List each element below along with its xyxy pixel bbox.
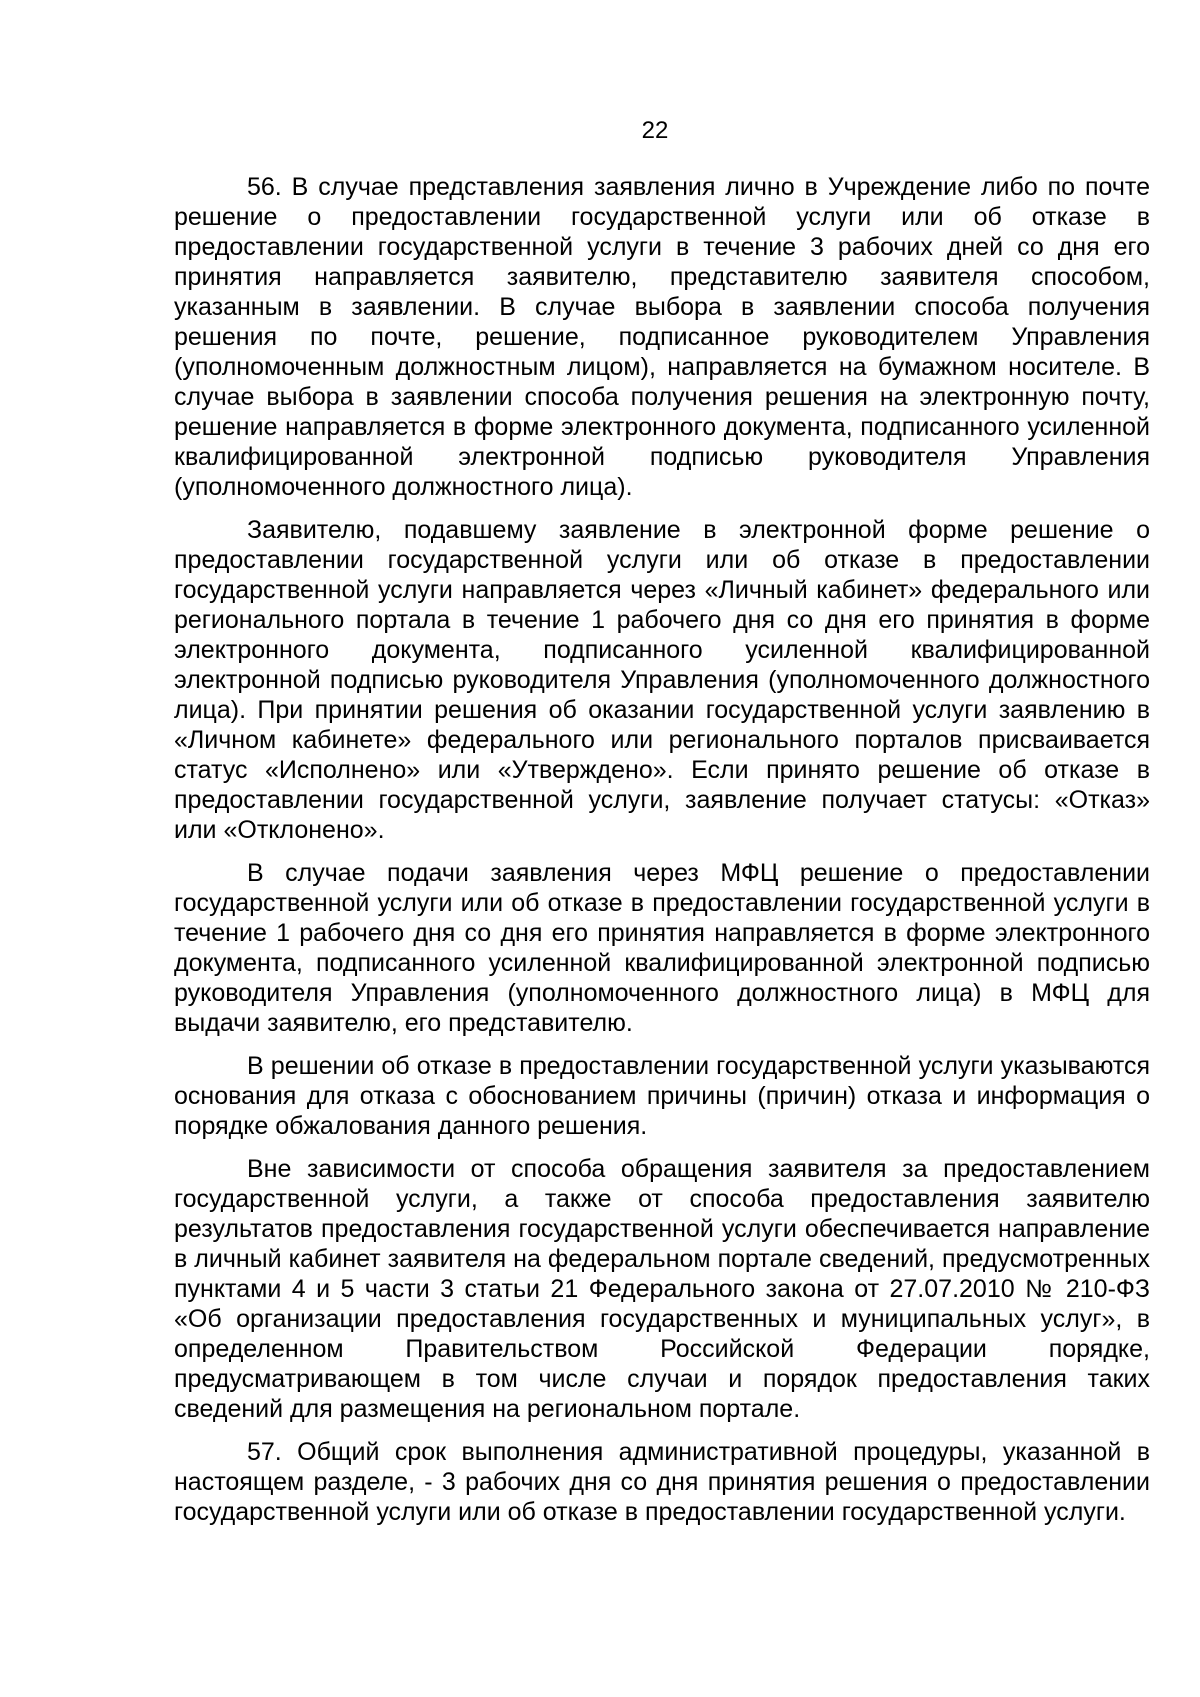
page-number: 22 [641, 117, 669, 144]
paragraph-mfc: В случае подачи заявления через МФЦ решение о предоставлении государственной услуги или об отказе в предоставлении государственной услуги в течение 1 рабочего дня со дня его принятия направляется в форме электронного документа, подписанного усиленной квалифицированной электронной подписью руководителя Управления (уполномоченного должностного лица) в МФЦ для выдачи заявителю, его представителю. [174, 859, 1150, 1037]
paragraph-57: 57. Общий срок выполнения административной процедуры, указанной в настоящем разделе, - 3 рабочих дня со дня принятия решения о предоставлении государственной услуги или об отказе в предоставлении государственной услуги. [174, 1438, 1150, 1526]
paragraph-personal-cabinet: Вне зависимости от способа обращения заявителя за предоставлением государственной услуги, а также от способа предоставления заявителю результатов предоставления государственной услуги обеспечивается направление в личный кабинет заявителя на федеральном портале сведений, предусмотренных пунктами 4 и 5 части 3 статьи 21 Федерального закона от 27.07.2010 № 210-ФЗ «Об организации предоставления государственных и муниципальных услуг», в определенном Правительством Российской Федерации порядке, предусматривающем в том числе случаи и порядок предоставления таких сведений для размещения на региональном портале. [174, 1155, 1150, 1423]
paragraph-electronic-applicant: Заявителю, подавшему заявление в электронной форме решение о предоставлении государственной услуги или об отказе в предоставлении государственной услуги направляется через «Личный кабинет» федерального или регионального портала в течение 1 рабочего дня со дня его принятия в форме электронного документа, подписанного усиленной квалифицированной электронной подписью руководителя Управления (уполномоченного должностного лица). При принятии решения об оказании государственной услуги заявлению в «Личном кабинете» федерального или регионального порталов присваивается статус «Исполнено» или «Утверждено». Если принято решение об отказе в предоставлении государственной услуги, заявление получает статусы: «Отказ» или «Отклонено». [174, 516, 1150, 844]
document-body [174, 172, 1150, 1540]
paragraph-refusal-grounds: В решении об отказе в предоставлении государственной услуги указываются основания для отказа с обоснованием причины (причин) отказа и информация о порядке обжалования данного решения. [174, 1052, 1150, 1140]
paragraph-56: 56. В случае представления заявления лично в Учреждение либо по почте решение о предоставлении государственной услуги или об отказе в предоставлении государственной услуги в течение 3 рабочих дней со дня его принятия направляется заявителю, представителю заявителя способом, указанным в заявлении. В случае выбора в заявлении способа получения решения по почте, решение, подписанное руководителем Управления (уполномоченным должностным лицом), направляется на бумажном носителе. В случае выбора в заявлении способа получения решения на электронную почту, решение направляется в форме электронного документа, подписанного усиленной квалифицированной электронной подписью руководителя Управления (уполномоченного должностного лица). [174, 173, 1150, 501]
